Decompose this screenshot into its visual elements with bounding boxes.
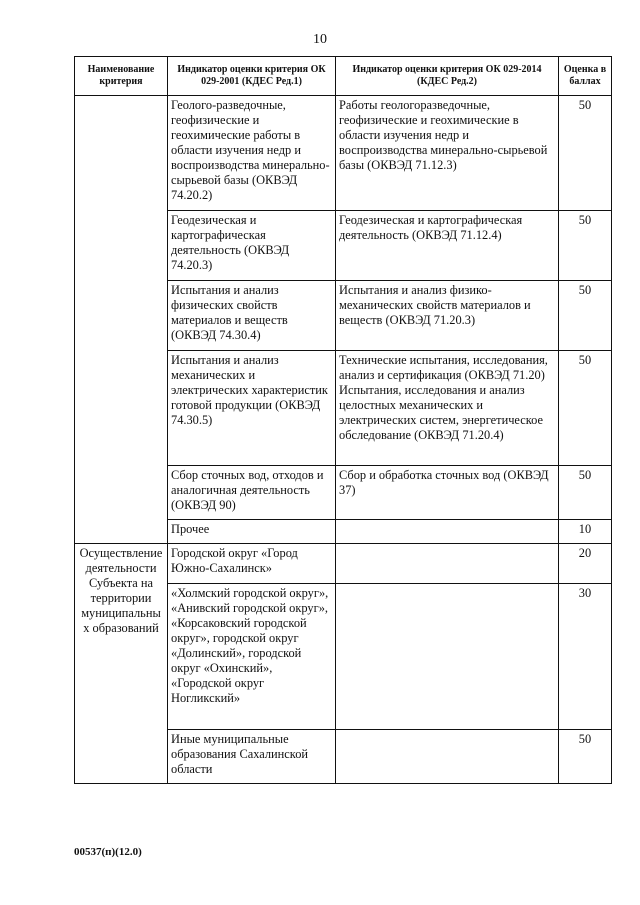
score-cell: 30 (559, 584, 612, 730)
okved-2001-cell: Прочее (168, 520, 336, 544)
score-cell: 50 (559, 351, 612, 466)
score-cell: 50 (559, 211, 612, 281)
okved-2001-cell: Городской округ «Город Южно-Сахалинск» (168, 544, 336, 584)
score-cell: 50 (559, 281, 612, 351)
okved-2001-cell: Сбор сточных вод, отходов и аналогичная деятельность (ОКВЭД 90) (168, 466, 336, 520)
okved-2014-cell (336, 544, 559, 584)
okved-2014-cell: Сбор и обработка сточных вод (ОКВЭД 37) (336, 466, 559, 520)
header-criterion-name: Наименование критерия (75, 57, 168, 96)
table-row (75, 96, 612, 211)
criterion-name-cell: Осуществление деятельности Субъекта на территории муниципальны х образований (75, 544, 168, 784)
criteria-table (74, 56, 612, 784)
okved-2001-cell: Иные муниципальные образования Сахалинской области (168, 730, 336, 784)
score-cell: 50 (559, 96, 612, 211)
okved-2014-cell: Геодезическая и картографическая деятельность (ОКВЭД 71.12.4) (336, 211, 559, 281)
okved-2014-cell (336, 520, 559, 544)
okved-2014-cell: Испытания и анализ физико-механических свойств материалов и веществ (ОКВЭД 71.20.3) (336, 281, 559, 351)
okved-2014-cell (336, 584, 559, 730)
score-cell: 50 (559, 730, 612, 784)
okved-2014-cell (336, 730, 559, 784)
table-row (75, 544, 612, 584)
okved-2001-cell: Геолого-разведочные, геофизические и геохимические работы в области изучения недр и воспроизводства минерально-сырьевой базы (ОКВЭД 74.20.2) (168, 96, 336, 211)
okved-2001-cell: Геодезическая и картографическая деятельность (ОКВЭД 74.20.3) (168, 211, 336, 281)
okved-2014-cell: Технические испытания, исследования, анализ и сертификация (ОКВЭД 71.20) Испытания, исследования и анализ целостных механических и электрических систем, энергетическое обследование (ОКВЭД 71.20.4) (336, 351, 559, 466)
table-header-row (75, 57, 612, 96)
okved-2001-cell: Испытания и анализ физических свойств материалов и веществ (ОКВЭД 74.30.4) (168, 281, 336, 351)
score-cell: 10 (559, 520, 612, 544)
score-cell: 50 (559, 466, 612, 520)
okved-2014-cell: Работы геологоразведочные, геофизические и геохимические в области изучения недр и воспроизводства минерально-сырьевой базы (ОКВЭД 71.12.3) (336, 96, 559, 211)
okved-2001-cell: Испытания и анализ механических и электрических характеристик готовой продукции (ОКВЭД 74.30.5) (168, 351, 336, 466)
criterion-name-cell (75, 96, 168, 544)
okved-2001-cell: «Холмский городской округ», «Анивский городской округ», «Корсаковский городской округ», городской округ «Долинский», городской округ «Охинский», «Городской округ Ногликский» (168, 584, 336, 730)
header-score: Оценка в баллах (559, 57, 612, 96)
score-cell: 20 (559, 544, 612, 584)
header-indicator-2001: Индикатор оценки критерия ОК 029-2001 (КДЕС Ред.1) (168, 57, 336, 96)
document-code: 00537(п)(12.0) (74, 846, 142, 858)
header-indicator-2014: Индикатор оценки критерия ОК 029-2014 (КДЕС Ред.2) (336, 57, 559, 96)
page-number: 10 (313, 32, 327, 47)
